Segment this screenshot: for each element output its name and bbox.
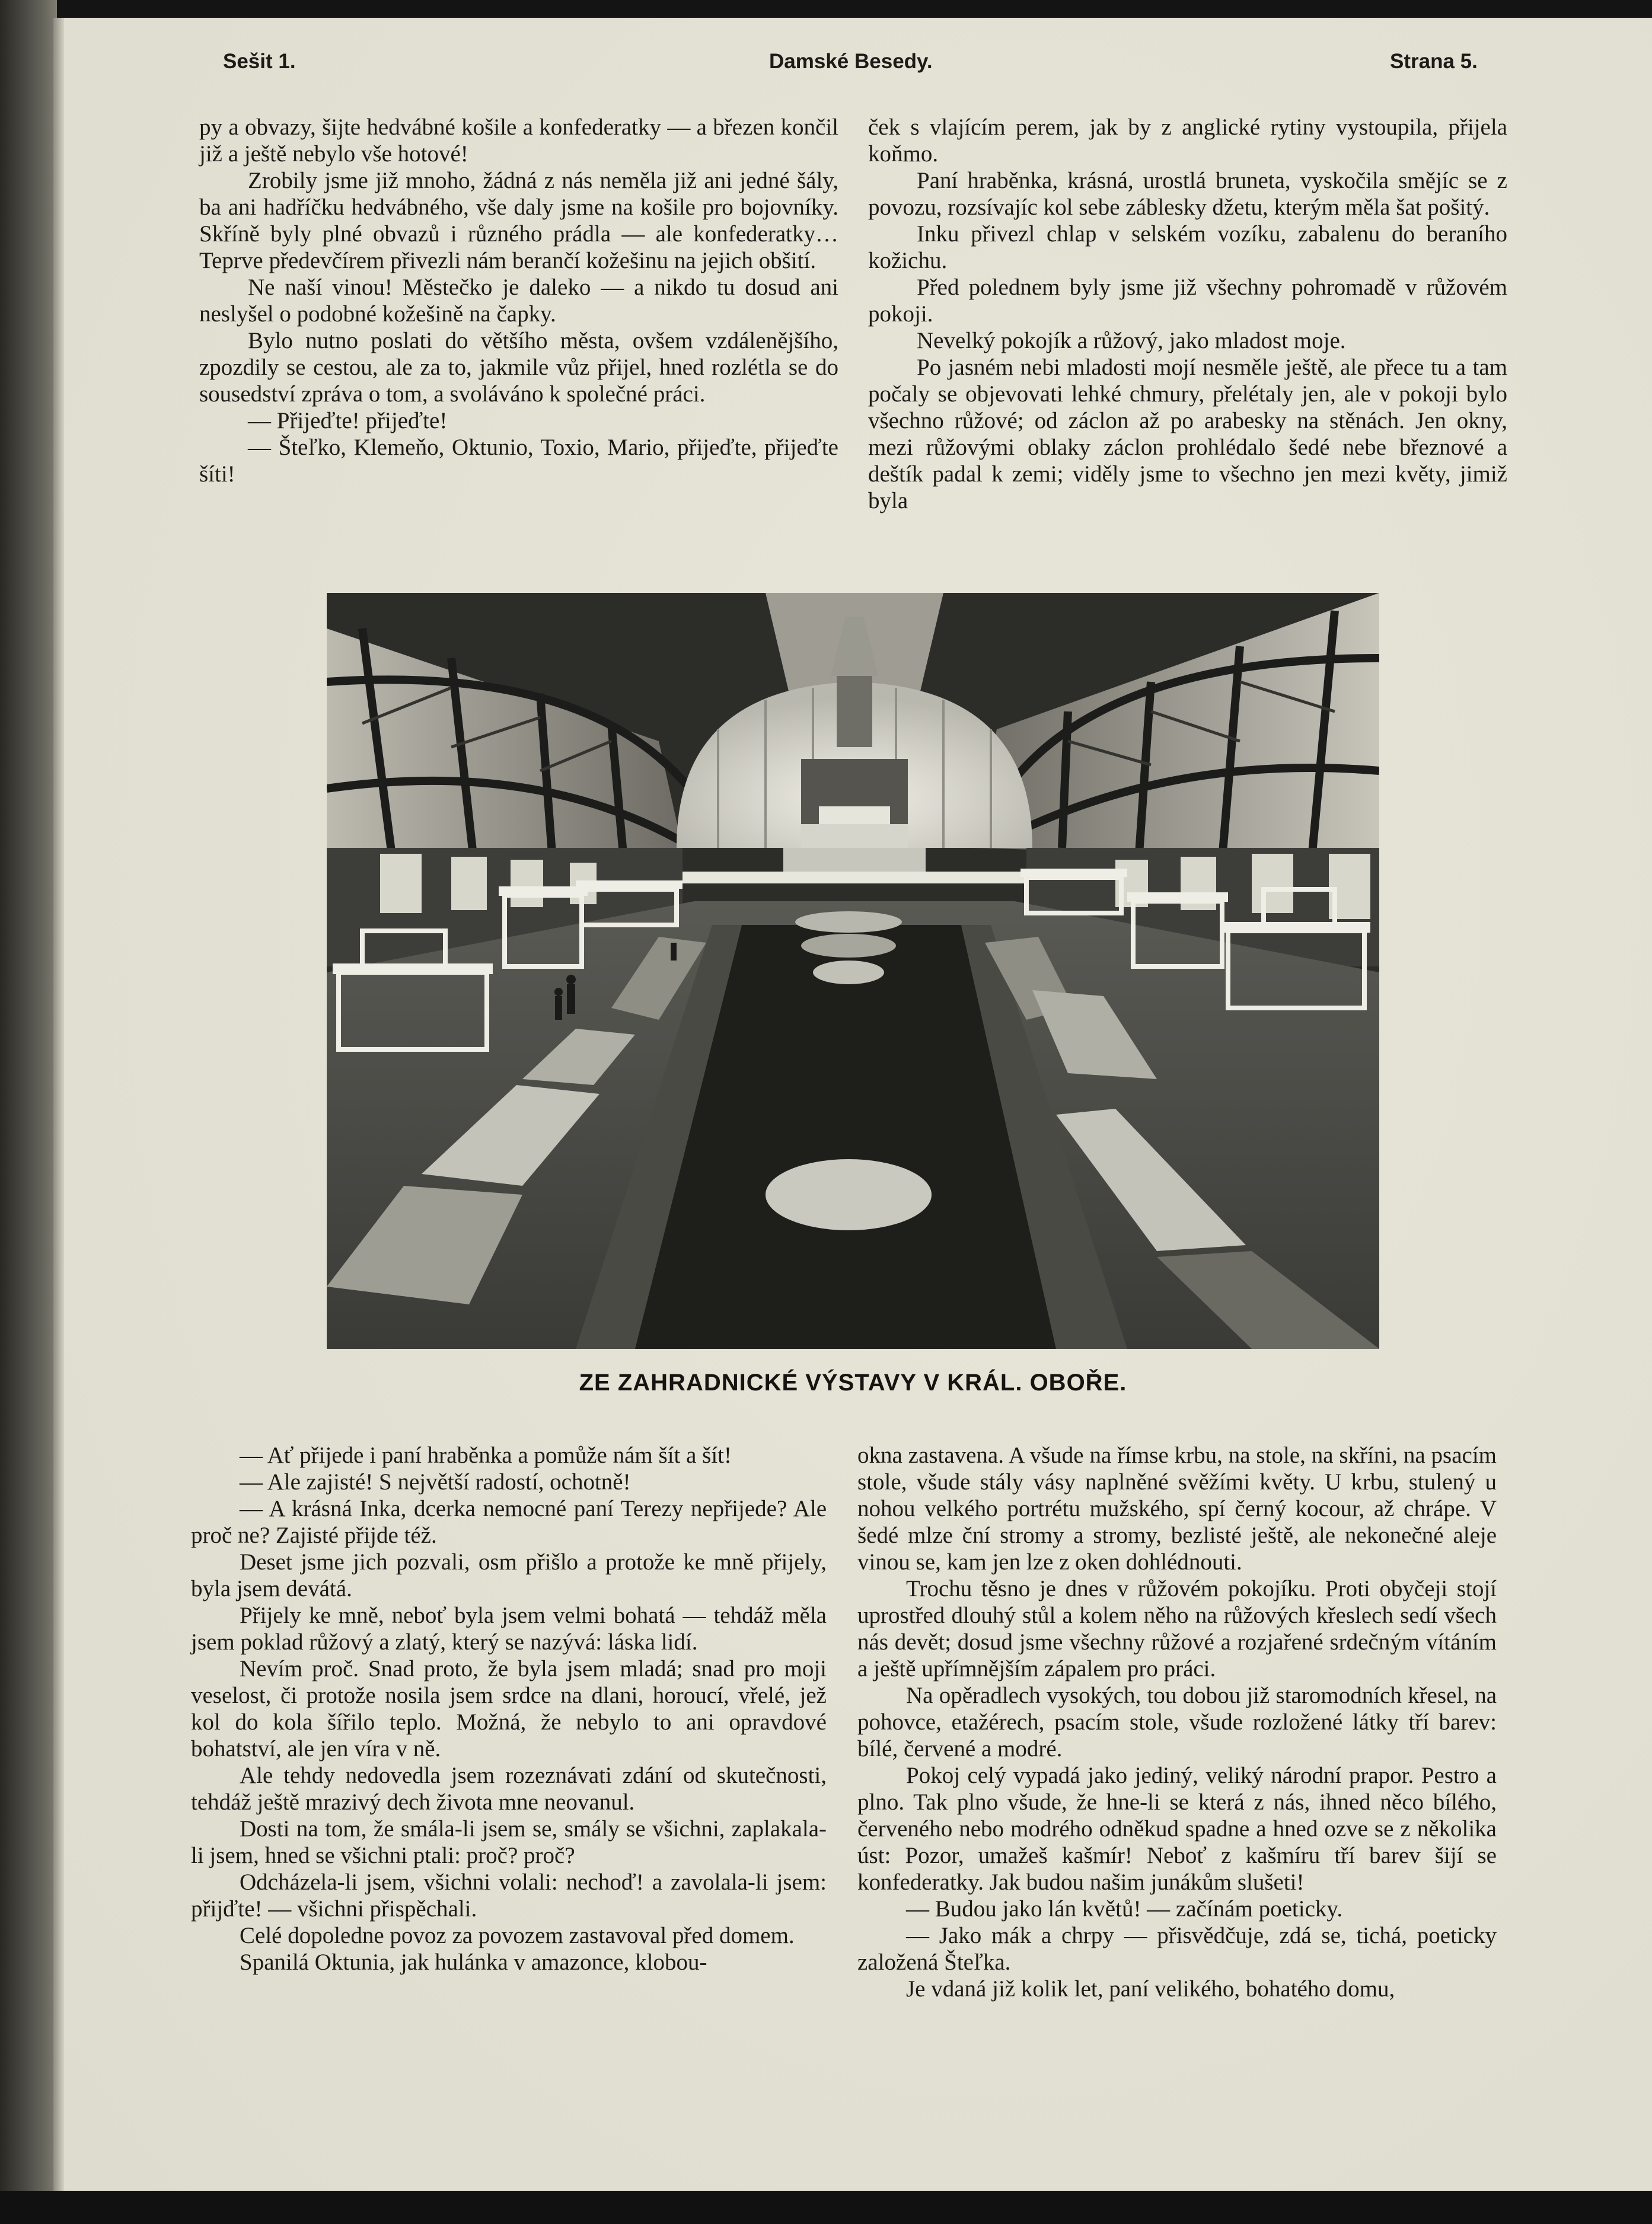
paragraph: Přijely ke mně, neboť byla jsem velmi bohatá — tehdáž měla jsem poklad růžový a zlatý, který se nazývá: láska lidí. <box>191 1603 827 1655</box>
paragraph: Celé dopoledne povoz za povozem zastavoval před domem. <box>240 1923 795 1948</box>
paragraph: — Budou jako lán květů! — začínám poeticky. <box>906 1896 1343 1922</box>
paragraph: — Jako mák a chrpy — přisvědčuje, zdá se, tichá, poeticky založená Šteľka. <box>857 1923 1497 1975</box>
top-right-column <box>868 114 1507 514</box>
paragraph: Dosti na tom, že smála-li jsem se, smály se všichni, zaplakala-li jsem, hned se všichni ptali: proč? proč? <box>191 1816 827 1868</box>
page-number: Strana 5. <box>1390 50 1478 73</box>
paragraph: Nevím proč. Snad proto, že byla jsem mladá; snad pro moji veselost, či protože nosila jsem srdce na dlani, horoucí, vřelé, jež kol do kola šířilo teplo. Možná, že nebylo to ani opravdové bohatství, ale jen víra v ně. <box>191 1656 827 1762</box>
paragraph: Trochu těsno je dnes v růžovém pokojíku. Proti obyčeji stojí uprostřed dlouhý stůl a kolem něho na růžových křeslech sedí všech nás devět; dosud jsme všechny růžové a rozjařené srdečným vítáním a ještě upřímnějším zápalem pro práci. <box>857 1576 1497 1681</box>
paragraph: Deset jsme jich pozvali, osm přišlo a protože ke mně přijely, byla jsem devátá. <box>191 1549 827 1601</box>
page-gutter-shadow <box>53 18 64 2191</box>
bottom-left-column <box>191 1442 827 1976</box>
bottom-right-column <box>857 1442 1497 2002</box>
book-spine <box>0 0 57 2224</box>
paragraph: Zrobily jsme již mnoho, žádná z nás neměla již ani jedné šály, ba ani hadříčku hedvábného, vše daly jsme na košile pro bojovníky. Skříně byly plné obvazů i různého prádla — ale konfederatky… Teprve předevčírem přivezli nám berančí kožešinu na jejich obšití. <box>199 168 838 273</box>
paragraph: — A krásná Inka, dcerka nemocné paní Terezy nepřijede? Ale proč ne? Zajisté přijde též. <box>191 1496 827 1548</box>
paragraph: Je vdaná již kolik let, paní velikého, bohatého domu, <box>906 1976 1395 2002</box>
paragraph: — Přijeďte! přijeďte! <box>248 408 448 433</box>
magazine-title: Damské Besedy. <box>769 50 933 73</box>
paragraph: — Šteľko, Klemeňo, Oktunio, Toxio, Mario, přijeďte, přijeďte šíti! <box>199 435 838 487</box>
paragraph: ček s vlajícím perem, jak by z anglické rytiny vystoupila, přijela koňmo. <box>868 114 1507 167</box>
paragraph: Ale tehdy nedovedla jsem rozeznávati zdání od skutečnosti, tehdáž ještě mrazivý dech života mne neovanul. <box>191 1763 827 1815</box>
paragraph: Před polednem byly jsme již všechny pohromadě v růžovém pokoji. <box>868 275 1507 327</box>
paragraph: Po jasném nebi mladosti mojí nesměle ještě, ale přece tu a tam počaly se objevovati lehké chmury, přelétaly jen, ale v pokoji bylo všechno růžové; od záclon až po arabesky na stěnách. Jen okny, mezi růžovými oblaky záclon prohlédalo šedé nebe březnové a deštík padal k zemi; viděly jsme to všechno jen mezi květy, jimiž byla <box>868 355 1507 513</box>
paragraph: — Ať přijede i paní hraběnka a pomůže nám šít a šít! <box>240 1443 732 1468</box>
top-left-column <box>199 114 838 487</box>
scan-bottom-edge <box>0 2191 1652 2224</box>
paragraph: Inku přivezl chlap v selském vozíku, zabalenu do beraního kožichu. <box>868 221 1507 273</box>
photo-caption: ZE ZAHRADNICKÉ VÝSTAVY V KRÁL. OBOŘE. <box>579 1370 1127 1396</box>
paragraph: Ne naší vinou! Městečko je daleko — a nikdo tu dosud ani neslyšel o podobné kožešině na čapky. <box>199 275 838 327</box>
paragraph: Na opěradlech vysokých, tou dobou již staromodních křesel, na pohovce, etažérech, psacím stole, všude rozložené látky tří barev: bílé, červené a modré. <box>857 1683 1497 1762</box>
paragraph: Spanilá Oktunia, jak hulánka v amazonce, klobou- <box>240 1949 707 1975</box>
paragraph: Pokoj celý vypadá jako jediný, veliký národní prapor. Pestro a plno. Tak plno všude, že hne-li se která z nás, ihned něco bílého, červeného nebo modrého odněkud spadne a hned ozve se z několika úst: Pozor, umažeš kašmír! Neboť z kašmíru tří barev šijí se konfederatky. Jak budou našim junákům slušeti! <box>857 1763 1497 1895</box>
exhibition-hall-photo <box>327 593 1379 1349</box>
issue-number: Sešit 1. <box>223 50 296 73</box>
paragraph: Odcházela-li jsem, všichni volali: nechoď! a zavolala-li jsem: přijďte! — všichni přispěchali. <box>191 1869 827 1922</box>
paragraph: Nevelký pokojík a růžový, jako mladost moje. <box>917 328 1346 353</box>
paragraph: Bylo nutno poslati do většího města, ovšem vzdálenějšího, zpozdily se cestou, ale za to, jakmile vůz přijel, hned rozlétla se do sousedství zpráva o tom, a svoláváno k společné práci. <box>199 328 838 407</box>
paragraph: py a obvazy, šijte hedvábné košile a konfederatky — a březen končil již a ještě nebylo vše hotové! <box>199 114 838 167</box>
paragraph: Paní hraběnka, krásná, urostlá bruneta, vyskočila smějíc se z povozu, rozsívajíc kol sebe záblesky džetu, kterým měla šat pošitý. <box>868 168 1507 220</box>
paragraph: — Ale zajisté! S největší radostí, ochotně! <box>240 1469 631 1495</box>
paragraph: okna zastavena. A všude na římse krbu, na stole, na skříni, na psacím stole, všude stály vásy naplněné svěžími květy. U krbu, stulený u nohou velkého portrétu mužského, spí černý kocour, až chrápe. V šedé mlze ční stromy a stromy, bezlisté ještě, ale nekonečné aleje vinou se, kam jen lze z oken dohlédnouti. <box>857 1443 1497 1575</box>
